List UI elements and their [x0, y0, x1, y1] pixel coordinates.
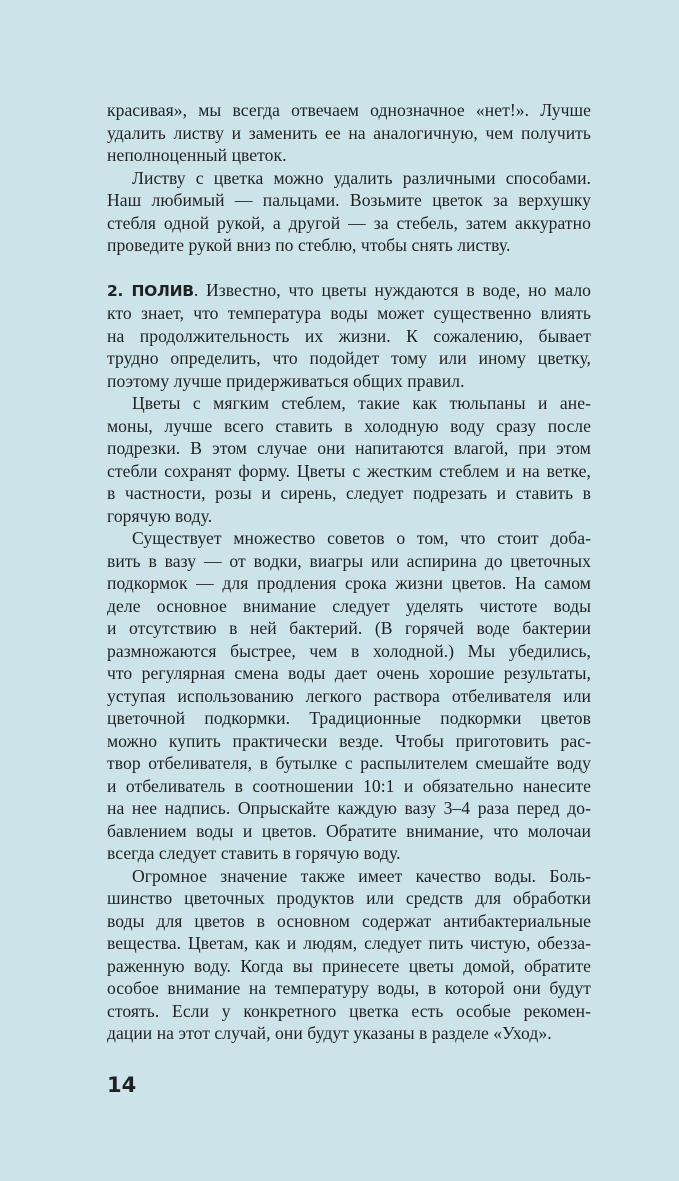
text-line: уступая использованию легкого раствора отбеливателя или: [107, 685, 591, 706]
text-line: моны, лучше всего ставить в холодную воду сразу после: [107, 415, 591, 436]
text-line: особое внимание на температуру воды, в которой они будут: [107, 978, 591, 998]
text-line: можно купить практически везде. Чтобы приготовить рас-: [107, 730, 591, 751]
text-line: удалить листву и заменить ее на аналогичную, чем получить: [107, 122, 591, 143]
text-line: что регулярная смена воды дает очень хорошие результаты,: [107, 663, 591, 683]
text-line: в частности, розы и сирень, следует подрезать и ставить в: [107, 483, 591, 503]
text-line: деле основное внимание следует уделять чистоте воды: [107, 595, 591, 616]
text-line: подкормок — для продления срока жизни цветов. На самом: [107, 573, 591, 593]
section-heading: 2. ПОЛИВ: [107, 281, 194, 300]
text-line: Наш любимый — пальцами. Возьмите цветок за верхушку: [107, 190, 591, 210]
body-text: [107, 99, 591, 1045]
text-line: и отсутствию в ней бактерий. (В горячей воде бактерии: [107, 618, 591, 638]
text-line: раженную воду. Когда вы принесете цветы домой, обратите: [107, 955, 591, 976]
text-line: воды для цветов в основном содержат антибактериальные: [107, 910, 591, 931]
text-line: стебля одной рукой, а другой — за стебель, затем аккуратно: [107, 212, 591, 233]
text-line: подрезки. В этом случае они напитаются влагой, при этом: [107, 438, 591, 458]
text-line: горячую воду.: [107, 505, 213, 526]
text-line: Существует множество советов о том, что стоит доба-: [132, 528, 591, 548]
page-number: 14: [107, 1073, 137, 1097]
text-line: вещества. Цветам, как и людям, следует пить чистую, обезза-: [107, 933, 591, 953]
text-line: неполноценный цветок.: [107, 145, 287, 165]
text-line: Листву с цветка можно удалить различными способами.: [132, 167, 591, 188]
section-first-line: [107, 279, 591, 303]
text-line: на нее надпись. Опрыскайте каждую вазу 3–4 раза перед до-: [107, 798, 591, 818]
text-line: размножаются быстрее, чем в холодной.) Мы убедились,: [107, 640, 591, 661]
text-line: на продолжительность их жизни. К сожалению, бывает: [107, 325, 591, 346]
text-line: Огромное значение также имеет качество воды. Боль-: [132, 865, 591, 886]
text-line: стебли сохранят форму. Цветы с жестким стеблем и на ветке,: [107, 460, 591, 481]
text-line: цветочной подкормки. Традиционные подкормки цветов: [107, 708, 591, 728]
text-line: вить в вазу — от водки, виагры или аспирина до цветочных: [107, 550, 591, 571]
text-line: красивая», мы всегда отвечаем однозначное «нет!». Лучше: [107, 100, 591, 120]
text-line: трудно определить, что подойдет тому или иному цветку,: [107, 348, 591, 368]
text-line: кто знает, что температура воды может существенно влиять: [107, 303, 591, 323]
text-line: твор отбеливателя, в бутылке с распылителем смешайте воду: [107, 753, 591, 773]
text-line: всегда следует ставить в горячую воду.: [107, 843, 401, 863]
text-line: Цветы с мягким стеблем, такие как тюльпаны и ане-: [132, 393, 591, 413]
text-line: поэтому лучше придерживаться общих правил.: [107, 370, 465, 391]
text-line: и отбеливатель в соотношении 10:1 и обязательно нанесите: [107, 775, 591, 796]
text-line: шинство цветочных продуктов или средств для обработки: [107, 888, 591, 908]
text-line: бавлением воды и цветов. Обратите внимание, что молочаи: [107, 820, 591, 841]
text-line: проведите рукой вниз по стеблю, чтобы снять листву.: [107, 235, 511, 255]
text-line: дации на этот случай, они будут указаны в разделе «Уход».: [107, 1023, 552, 1043]
text-fragment: . Известно, что цветы нуждаются в воде, но мало: [193, 279, 591, 300]
text-line: стоять. Если у конкретного цветка есть особые рекомен-: [107, 1000, 591, 1021]
